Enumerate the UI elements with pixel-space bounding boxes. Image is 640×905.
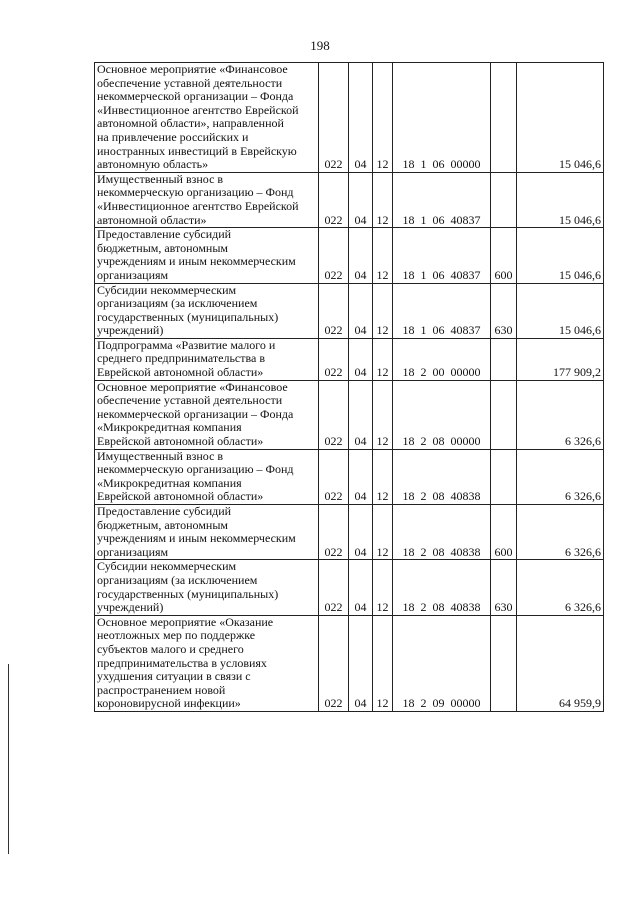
section-code: 04 [349, 380, 373, 449]
section-code: 04 [349, 449, 373, 504]
row-name-line: автономную область» [97, 157, 209, 172]
row-name-line: некоммерческую организацию – Фонд [97, 462, 294, 477]
expense-type-code: 630 [491, 560, 517, 615]
row-name-line: некоммерческую организацию – Фонд [97, 185, 294, 200]
expense-type-code [491, 172, 517, 227]
page-number: 198 [310, 38, 330, 53]
table-row [95, 338, 604, 380]
subsection-code: 12 [373, 615, 393, 711]
table-row [95, 560, 604, 615]
table-row [95, 172, 604, 227]
row-name [95, 283, 319, 338]
target-article-code: 18 1 06 40837 [393, 283, 491, 338]
expense-type-code [491, 338, 517, 380]
target-article-code: 18 2 08 40838 [393, 449, 491, 504]
subsection-code: 12 [373, 560, 393, 615]
target-article-code: 18 2 08 00000 [393, 380, 491, 449]
row-name [95, 380, 319, 449]
budget-table [94, 62, 604, 712]
row-name-line: Основное мероприятие «Финансовое [97, 380, 288, 394]
amount: 15 046,6 [517, 172, 604, 227]
ministry-code: 022 [319, 615, 349, 711]
row-name-line: бюджетным, автономным [97, 517, 228, 532]
row-name-line: автономной области», направленной [97, 116, 284, 131]
row-name-line: Подпрограмма «Развитие малого и [97, 338, 276, 352]
row-name [95, 228, 319, 283]
row-name-line: некоммерческой организации – Фонда [97, 406, 294, 421]
subsection-code: 12 [373, 283, 393, 338]
expense-type-code: 600 [491, 228, 517, 283]
row-name-line: Еврейской автономной области» [97, 489, 264, 504]
ministry-code: 022 [319, 338, 349, 380]
expense-type-code [491, 449, 517, 504]
amount: 6 326,6 [517, 449, 604, 504]
subsection-code: 12 [373, 228, 393, 283]
ministry-code: 022 [319, 172, 349, 227]
ministry-code: 022 [319, 449, 349, 504]
table-row [95, 228, 604, 283]
table-row [95, 505, 604, 560]
amount: 15 046,6 [517, 63, 604, 173]
margin-line [8, 664, 9, 854]
target-article-code: 18 1 06 40837 [393, 228, 491, 283]
row-name [95, 560, 319, 615]
row-name-line: на привлечение российских и [97, 129, 249, 144]
target-article-code: 18 2 08 40838 [393, 560, 491, 615]
amount: 64 959,9 [517, 615, 604, 711]
row-name [95, 63, 319, 173]
section-code: 04 [349, 560, 373, 615]
row-name-line: государственных (муниципальных) [97, 586, 279, 601]
expense-type-code [491, 615, 517, 711]
section-code: 04 [349, 172, 373, 227]
section-code: 04 [349, 615, 373, 711]
expense-type-code [491, 63, 517, 173]
expense-type-code: 600 [491, 505, 517, 560]
table-body [95, 63, 604, 712]
row-name-line: Еврейской автономной области» [97, 434, 264, 449]
amount: 6 326,6 [517, 380, 604, 449]
amount: 15 046,6 [517, 228, 604, 283]
row-name-line: организациям [97, 544, 169, 559]
row-name-line: распространением новой [97, 682, 226, 697]
subsection-code: 12 [373, 449, 393, 504]
row-name-line: государственных (муниципальных) [97, 309, 279, 324]
row-name-line: предпринимательства в условиях [97, 655, 267, 670]
row-name-line: Основное мероприятие «Оказание [97, 615, 274, 629]
row-name-line: автономной области» [97, 212, 207, 227]
row-name-line: короновирусной инфекции» [97, 696, 241, 711]
amount: 6 326,6 [517, 505, 604, 560]
subsection-code: 12 [373, 380, 393, 449]
target-article-code: 18 2 00 00000 [393, 338, 491, 380]
subsection-code: 12 [373, 172, 393, 227]
section-code: 04 [349, 283, 373, 338]
target-article-code: 18 1 06 00000 [393, 63, 491, 173]
section-code: 04 [349, 228, 373, 283]
row-name-line: Предоставление субсидий [97, 227, 232, 242]
row-name-line: обеспечение уставной деятельности [97, 75, 283, 90]
expense-type-code [491, 380, 517, 449]
row-name-line: «Инвестиционное агентство Еврейской [97, 102, 299, 117]
row-name-line: бюджетным, автономным [97, 240, 228, 255]
row-name [95, 172, 319, 227]
row-name-line: организациям [97, 267, 169, 282]
ministry-code: 022 [319, 505, 349, 560]
subsection-code: 12 [373, 505, 393, 560]
ministry-code: 022 [319, 380, 349, 449]
row-name-line: учреждений) [97, 600, 164, 615]
amount: 15 046,6 [517, 283, 604, 338]
subsection-code: 12 [373, 338, 393, 380]
ministry-code: 022 [319, 63, 349, 173]
target-article-code: 18 1 06 40837 [393, 172, 491, 227]
table-row [95, 449, 604, 504]
row-name-line: некоммерческой организации – Фонда [97, 89, 294, 104]
row-name-line: «Инвестиционное агентство Еврейской [97, 198, 299, 213]
row-name-line: «Микрокредитная компания [97, 475, 242, 490]
row-name [95, 338, 319, 380]
ministry-code: 022 [319, 560, 349, 615]
row-name-line: «Микрокредитная компания [97, 420, 242, 435]
row-name-line: Субсидии некоммерческим [97, 559, 237, 574]
table-row [95, 283, 604, 338]
target-article-code: 18 2 08 40838 [393, 505, 491, 560]
section-code: 04 [349, 63, 373, 173]
table-row [95, 615, 604, 711]
amount: 6 326,6 [517, 560, 604, 615]
row-name-line: Предоставление субсидий [97, 504, 232, 518]
row-name-line: Субсидии некоммерческим [97, 283, 237, 297]
row-name-line: обеспечение уставной деятельности [97, 393, 283, 408]
table-row [95, 380, 604, 449]
row-name-line: учреждений) [97, 323, 164, 338]
row-name-line: Имущественный взнос в [97, 172, 224, 186]
row-name-line: организациям (за исключением [97, 572, 258, 587]
row-name-line: ухудшения ситуации в связи с [97, 669, 251, 684]
row-name-line: учреждениям и иным некоммерческим [97, 254, 296, 269]
target-article-code: 18 2 09 00000 [393, 615, 491, 711]
expense-type-code: 630 [491, 283, 517, 338]
section-code: 04 [349, 338, 373, 380]
row-name-line: среднего предпринимательства в [97, 351, 265, 366]
row-name-line: Основное мероприятие «Финансовое [97, 62, 288, 76]
subsection-code: 12 [373, 63, 393, 173]
ministry-code: 022 [319, 283, 349, 338]
ministry-code: 022 [319, 228, 349, 283]
row-name [95, 449, 319, 504]
row-name [95, 615, 319, 711]
amount: 177 909,2 [517, 338, 604, 380]
section-code: 04 [349, 505, 373, 560]
row-name-line: Еврейской автономной области» [97, 365, 264, 380]
row-name-line: организациям (за исключением [97, 296, 258, 311]
row-name-line: иностранных инвестиций в Еврейскую [97, 143, 297, 158]
row-name-line: субъектов малого и среднего [97, 641, 244, 656]
row-name [95, 505, 319, 560]
row-name-line: неотложных мер по поддержке [97, 628, 256, 643]
row-name-line: Имущественный взнос в [97, 449, 224, 463]
table-row [95, 63, 604, 173]
row-name-line: учреждениям и иным некоммерческим [97, 531, 296, 546]
